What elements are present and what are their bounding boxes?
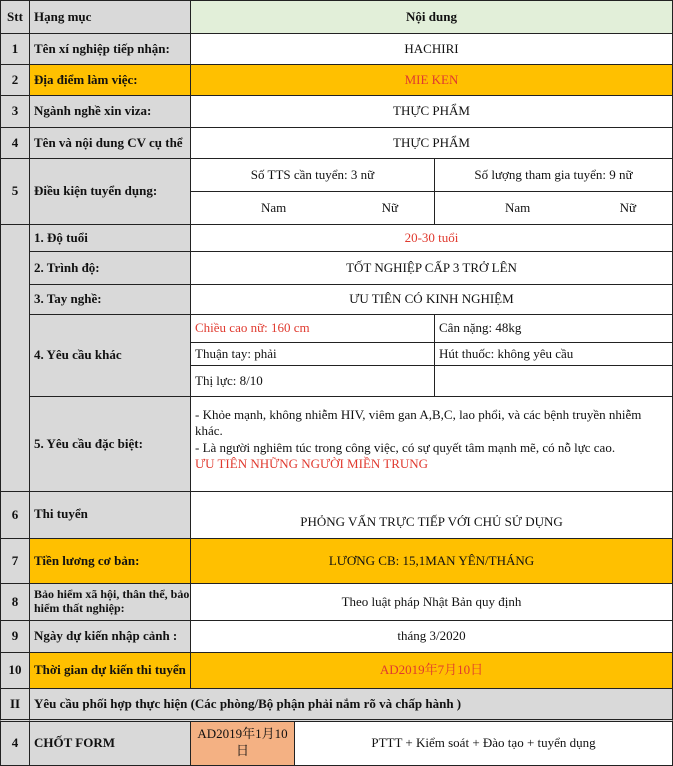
row6-label: Thi tuyển xyxy=(30,492,191,539)
skill-value: ƯU TIÊN CÓ KINH NGHIỆM xyxy=(191,285,673,315)
row7-stt: 7 xyxy=(0,539,30,584)
header-content: Nội dung xyxy=(191,0,673,34)
row4-label: Tên và nội dung CV cụ thể xyxy=(30,128,191,159)
age-label: 1. Độ tuổi xyxy=(30,225,191,252)
male-label: Nam xyxy=(261,199,287,215)
row6-value: PHỎNG VẤN TRỰC TIẾP VỚI CHỦ SỬ DỤNG xyxy=(191,492,673,539)
education-label: 2. Trình độ: xyxy=(30,252,191,285)
skill-label: 3. Tay nghề: xyxy=(30,285,191,315)
row4-value: THỰC PHẨM xyxy=(191,128,673,159)
row4-stt: 4 xyxy=(0,128,30,159)
special-requirements-content xyxy=(191,397,673,492)
smoking-requirement: Hút thuốc: không yêu cầu xyxy=(435,343,673,366)
row8-label: Bảo hiểm xã hội, thân thể, bảo hiểm thất nghiệp: xyxy=(30,584,191,621)
section-ii-stt: II xyxy=(0,689,30,722)
row9-stt: 9 xyxy=(0,621,30,653)
empty-cell xyxy=(435,366,673,397)
special-line-attitude: - Là người nghiêm túc trong công việc, có sự quyết tâm mạnh mẽ, có nỗ lực cao. xyxy=(195,439,616,455)
last-row-value: PTTT + Kiểm soát + Đào tạo + tuyển dụng xyxy=(295,722,673,766)
row8-stt: 8 xyxy=(0,584,30,621)
row5-stt: 5 xyxy=(0,159,30,225)
row8-value: Theo luật pháp Nhật Bản quy định xyxy=(191,584,673,621)
gender-split-left xyxy=(191,192,435,225)
special-line-priority: ƯU TIÊN NHỮNG NGƯỜI MIỀN TRUNG xyxy=(195,455,429,471)
height-requirement: Chiều cao nữ: 160 cm xyxy=(191,315,435,343)
row2-stt: 2 xyxy=(0,65,30,96)
last-row-label: CHỐT FORM xyxy=(30,722,191,766)
row10-value: AD2019年7月10日 xyxy=(191,653,673,689)
last-row-stt: 4 xyxy=(0,722,30,766)
row3-value: THỰC PHẨM xyxy=(191,96,673,128)
education-value: TỐT NGHIỆP CẤP 3 TRỞ LÊN xyxy=(191,252,673,285)
other-requirements-label: 4. Yêu cầu khác xyxy=(30,315,191,397)
row5-label: Điều kiện tuyển dụng: xyxy=(30,159,191,225)
row3-label: Ngành nghề xin viza: xyxy=(30,96,191,128)
chot-form-date: AD2019年1月10日 xyxy=(191,722,295,766)
row7-label: Tiền lương cơ bản: xyxy=(30,539,191,584)
requirements-stt xyxy=(0,225,30,492)
age-value: 20-30 tuổi xyxy=(191,225,673,252)
weight-requirement: Cân nặng: 48kg xyxy=(435,315,673,343)
handedness-requirement: Thuận tay: phải xyxy=(191,343,435,366)
section-ii-title: Yêu cầu phối hợp thực hiện (Các phòng/Bộ phận phải nắm rõ và chấp hành ) xyxy=(30,689,673,722)
row2-value: MIE KEN xyxy=(191,65,673,96)
row7-value: LƯƠNG CB: 15,1MAN YÊN/THÁNG xyxy=(191,539,673,584)
row3-stt: 3 xyxy=(0,96,30,128)
participants-count: Số lượng tham gia tuyển: 9 nữ xyxy=(435,159,673,192)
row10-stt: 10 xyxy=(0,653,30,689)
female-label: Nữ xyxy=(619,199,636,215)
row10-label: Thời gian dự kiến thi tuyển xyxy=(30,653,191,689)
row2-label: Địa điểm làm việc: xyxy=(30,65,191,96)
row6-stt: 6 xyxy=(0,492,30,539)
special-line-health: - Khỏe mạnh, không nhiễm HIV, viêm gan A,B,C, lao phổi, và các bệnh truyền nhiễm khác. xyxy=(195,407,642,439)
vision-requirement: Thị lực: 8/10 xyxy=(191,366,435,397)
male-label: Nam xyxy=(505,199,531,215)
special-requirements-label: 5. Yêu cầu đặc biệt: xyxy=(30,397,191,492)
row1-value: HACHIRI xyxy=(191,34,673,65)
row9-value: tháng 3/2020 xyxy=(191,621,673,653)
header-category: Hạng mục xyxy=(30,0,191,34)
female-label: Nữ xyxy=(381,199,398,215)
gender-split-right xyxy=(435,192,673,225)
row9-label: Ngày dự kiến nhập cảnh : xyxy=(30,621,191,653)
tts-needed: Số TTS cần tuyển: 3 nữ xyxy=(191,159,435,192)
row1-stt: 1 xyxy=(0,34,30,65)
header-stt: Stt xyxy=(0,0,30,34)
row1-label: Tên xí nghiệp tiếp nhận: xyxy=(30,34,191,65)
